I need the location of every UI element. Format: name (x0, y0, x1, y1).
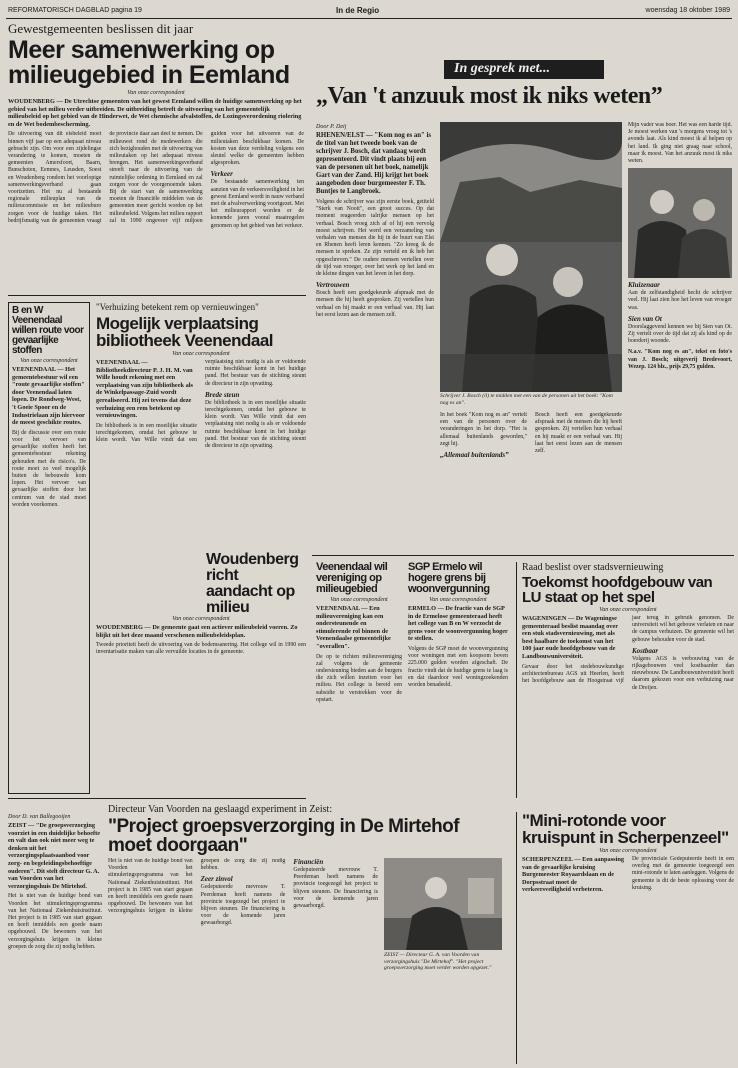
article-woudenberg (96, 552, 306, 784)
article-ermelo (408, 562, 508, 784)
article-byline: Van onze correspondent (330, 597, 388, 603)
photo-director-icon (384, 858, 502, 950)
article-lead: WAGENINGEN — De Wageningse gemeenteraad beslist maandag over een stuk stadsvernieuwing, met als best haalbare de toekomst van het 100 jaar oude hoofdgebouw van de Landbouwuniversiteit. (522, 615, 618, 660)
article-subhead: Vertrouwen (316, 281, 350, 290)
article-body-4: Bosch heeft een goedgekeurde afspraak met de mensen die hij heeft gesproken. Zij vertellen hun verhaal en hij maakt er een verhaal van. Hij laat het eerst lezen aan de mensen zelf. (535, 412, 622, 455)
article-body-2: De bibliotheek is in een moeilijke situatie terechtgekomen, omdat het gebouw te klein wordt. Van Wille vindt dat een verplaatsing niet nodig is als er voldoende ruimte beschikbaar komt in het huidige pand. Het bestuur van de stichting steunt de directeur in zijn opvatting. (205, 399, 306, 450)
article-byline: Van onze correspondent (172, 616, 230, 622)
photo-two-men-icon (440, 122, 622, 392)
article-headline: B en W Veenendaal willen route voor gevaarlijke stoffen (12, 305, 84, 356)
masthead-date: woensdag 18 oktober 1989 (645, 7, 730, 14)
article-headline: Woudenberg richt aandacht op milieu (206, 552, 299, 616)
article-byline: Van onze correspondent (127, 90, 185, 96)
article-lead: VEENENDAAL — Een milieuvereniging kan een ondersteunende en stimulerende rol binnen de Veenendaalse gemeentelijke "overallen". (316, 605, 391, 650)
article-lead: ERMELO — De fractie van de SGP in de Ermelose gemeenteraad heeft het college van B en W verzocht de grens voor de woonvergunning hoger te stellen. (408, 605, 508, 643)
divider (8, 798, 306, 799)
masthead (6, 4, 732, 19)
article-body-2: Aan de zelfstandigheid hecht de schrijver veel. Hij laat zien hoe het leven van vroeger was. (628, 290, 732, 311)
article-interview-col1 (316, 122, 434, 412)
article-subhead-2: Sien van Ot (628, 314, 662, 323)
article-lead: SCHERPENZEEL — Een aanpassing van de gevaarlijke kruising Burgemeester Royaardslaan en de Dorpsstraat moet de verkeersveiligheid verbeteren. (522, 856, 625, 894)
article-body: Het is niet van de huidige bond van Voorden het stimuleringsprogramma van het Nationaal Ziekenhuisinstituut. Het project is in 1985 van start gegaan en heeft inmiddels een goede naam opgebouwd. De bewoners van het verzorgingshuis krijgen in kleine groepen de zorg die zij nodig hebben. (108, 858, 286, 915)
interview-photo-caption (440, 393, 622, 409)
article-body: Gevaar door het stedebouwkundige architectenbureau AGS uit Heerlen, heeft het hoofdgebouw aan de Hoogstraat vijf jaar terug in gebruik genomen. De universiteit wil het gebouw verlaten en naar de campus verhuizen. De gemeente wil het gebouw behouden voor de stad. (522, 615, 734, 684)
article-headline: Meer samenwerking op milieugebied in Eemland (8, 36, 290, 89)
article-lu (516, 562, 734, 798)
article-body: Mijn vader was boer. Het was een harde tijd. Je moest werken van 's morgens vroeg tot 's avonds laat. Als kind moest ik al helpen op het land. Ik ging niet graag naar school, maar ik moest. Van het anzuuk most ik niks weten. (628, 122, 732, 165)
article-kicker: Gewestgemeenten beslissen dit jaar (8, 22, 194, 36)
article-body: De op te richten milieuvereniging zal volgens de gemeente ondersteuning bieden aan de burgers die zich willen inzetten voor het milieu. Het college is bereid een subsidie te verstrekken voor de opstart. (316, 653, 402, 703)
article-headline: Toekomst hoofdgebouw van LU staat op het spel (522, 574, 713, 606)
book-footnote: N.a.v. "Kom nog es an", tekst en foto's van J. Bosch; uitgeverij Bredevoort, Wezep. 124 blz., prijs 29,75 gulden. (628, 349, 732, 370)
article-byline: Door D. van Ballegooijen (8, 814, 71, 820)
article-veenendaal-milieu (316, 562, 402, 784)
article-zeist-body (108, 858, 378, 1064)
article-subhead: Kluizenaar (628, 281, 660, 290)
zeist-photo (384, 858, 502, 950)
article-rotonde (516, 812, 734, 1064)
interview-photo (440, 122, 622, 392)
article-byline: Van onze correspondent (599, 607, 657, 613)
article-lead: ZEIST — "De groepsverzorging voorziet in een duidelijke behoefte en valt dan ook niet meer weg te denken uit het verzorgingsplaatsaanbod voor zorg- en begeleidingsbehoeftige ouderen". Dit stelt directeur G. A. van Voorden van het verzorgingshuis De Mirtehof. (8, 822, 100, 890)
article-zeist-col1 (8, 812, 102, 1064)
article-headline: "Project groepsverzorging in De Mirtehof moet doorgaan" (108, 816, 460, 856)
divider (8, 295, 306, 296)
photo-caption: ZEIST — Directeur G. A. van Voorden van verzorgingshuis "De Mirtehof". "Het project groepsverzorging moet verder worden opgezet." (384, 952, 492, 972)
article-body: Bij de discussie over een route voor het vervoer van gevaarlijke stoffen heeft het gemeentebestuur rekening gehouden met de risico's. De route moet zo veel mogelijk buiten de bebouwde kom lopen. Het vervoer van gevaarlijke stoffen door het centrum van de stad moet worden voorkomen. (12, 429, 86, 508)
article-body-2: Bosch heeft een goedgekeurde afspraak met de mensen die hij heeft gesproken. Zij vertellen hun verhaal en hij maakt er een verhaal van. Hij laat het eerst lezen aan de mensen zelf. (316, 290, 434, 318)
article-interview-col3 (628, 122, 732, 550)
photo-caption: Schrijver J. Bosch (il) te midden met een van de personen uit het boek: "Kom nog es an". (440, 393, 613, 406)
article-lead: VEENENDAAL — Bibliotheekdirecteur P. J. H. M. van Wille houdt rekening met een verplaatsing van zijn bibliotheek als de Winkelpassage-Zuid wordt gerealiseerd. Hij zei tevens dat deze verhuizing een rem betekent op vernieuwingen. (96, 359, 193, 420)
article-veenendaal-route (8, 302, 90, 794)
interview-photo-small (628, 168, 732, 278)
article-kicker: Raad beslist over stadsvernieuwing (522, 562, 664, 573)
article-interview-col2 (440, 412, 622, 550)
article-body: Tweede prioriteit heeft de uitvoering van de bodemsanering. Het college wil in 1990 een inventarisatie maken van alle vervuilde locaties in de gemeente. (96, 642, 306, 656)
photo-men-icon (628, 168, 732, 278)
article-body: Volgens de schrijver was zijn eerste boek, getiteld "Sterk van Nooit", een groot succes. Op dat moment reageerden talrijke mensen op het verhaal. Bosch vroeg zich af of hij een vervolg moest schrijven. Het werd een verzameling van verhalen van mensen die hij in de buurt van Elst en Rhenen heeft leren kennen. "Zo kreeg ik de mensen te spreken. Ze zijn verteld en ik heb het opgeschreven." De oudere mensen vertellen over de tijd van vroeger, over het werk op het land en de kleine dingen van het leven in het dorp. (316, 199, 434, 278)
article-subhead-2: Financiën (293, 858, 324, 866)
article-body-2: Volgens AGS is verbouwing van de rijksgebouwen veel kostbaarder dan nieuwbouw. De Landbouwuniversiteit heeft daarom gekozen voor een verhuizing naar de Dreijen. (632, 655, 734, 691)
article-body-3: Gedeputeerde mevrouw T. Peerdeman heeft namens de provincie toegezegd het project te blijven steunen. De financiering is voor de komende jaren gewaarborgd. (293, 867, 378, 910)
article-lead: WOUDENBERG — De Utrechtse gemeenten van het gewest Eemland willen de huidige samenwerking op het gebied van het milieu verder uitbreiden. De uitbreiding betreft de uitvoering van het gemeentelijk milieubeleid op het gebied van de Hinderwet, de Wet chemische afvalstoffen, de Lozingsverordening riolering en de Wet bodembescherming. (8, 98, 302, 128)
article-byline: Door P. Deij (316, 124, 347, 130)
divider (312, 555, 734, 556)
article-byline: Van onze correspondent (599, 848, 657, 854)
article-headline: „Van 't anzuuk most ik niks weten” (316, 84, 663, 109)
article-lead: VEENENDAAL — Het gemeentebestuur wil een "route gevaarlijke stoffen" door Veenendaal laten lopen. De Rondweg-West, 't Goeie Spoor en de Industrielaan zijn hiervoor de meest geschikte routes. (12, 366, 85, 427)
article-lead: RHENEN/ELST — "Kom nog es an" is de titel van het tweede boek van de schrijver J. Bosch, dat vandaag wordt gepresenteerd. Dit vindt plaats bij een van de personen uit het boek, namelijk Gart van der Zand. Hij krijgt het boek aangeboden door burgemeester F. Th. Buntjes te Langbroek. (316, 132, 432, 195)
masthead-paper-name: REFORMATORISCH DAGBLAD pagina 19 (8, 7, 142, 14)
article-body-2: De bestaande samenwerking ten aanzien van de verkeersveiligheid in het gewest Eemland wordt in nauw verband met de afvalverwerking voortgezet. Met het milieurapport worden er de komende jaren vooral maatregelen genomen op het gebied van het verkeer. (210, 179, 304, 229)
article-eemland (8, 22, 304, 292)
article-kicker: Directeur Van Voorden na geslaagd experiment in Zeist: (108, 804, 333, 815)
article-byline: Van onze correspondent (429, 597, 487, 603)
article-byline: Van onze correspondent (20, 358, 78, 364)
article-body-3: In het boek "Kom nog es an" vertelt een van de personen over de veranderingen in het dorp. "Het is allemaal buitenlands geworden," zegt hij. (440, 412, 527, 447)
article-subhead: Brede steun (205, 390, 240, 399)
zeist-caption (384, 952, 502, 992)
article-kicker: "Verhuizing betekent rem op vernieuwingen" (96, 302, 259, 312)
article-lead: WOUDENBERG — De gemeente gaat een actiever milieubeleid voeren. Zo blijkt uit het deze maand verschenen milieubeleidsplan. (96, 624, 298, 639)
article-headline: SGP Ermelo wil hogere grens bij woonvergunning (408, 562, 490, 595)
article-subhead: Verkeer (210, 170, 233, 179)
article-subhead: „Allemaal buitenlands” (440, 451, 509, 460)
article-body: De uitvoering van dit eisbeleid moet binnen vijf jaar op een adequaat niveau gebracht zijn. Om voor een zijdelingse verandering te komen, moeten de gemeenten Amersfoort, Baarn, Bunschoten, Eemnes, Leusden, Soest en Woudenberg rondom het voorlopige samenwerkingsverband gaan voortzetten. Het nu al bestaande regionale milieuplan van de milieucommissie en het milieuburo zorgen voor de huidige taken. Het bedrijfsmatig van de gemeenten vraagt de provincie daar aan deel te nemen. De milieuwet rond de medewerkers die zich bezighouden met de uitvoering van milieutaken op het adequaat niveau brengen. Het samenwerkingsverband streeft naar de uitvoering van de ruimtelijke ordening in Eemland en zal zorgen voor de voorgenoemde taken. Bij de start van de samenwerking moeten de financiële middelen van de gemeenten meer gericht worden op het milieubeleid. Volgens het milieu rapport zal in 1990 ongeveer vijf miljoen gulden voor het uitvoeren van de milieutaken beschikbaar komen. De kosten van deze verdeling volgens een sleutel welke de gemeenten hebben afgesproken. (8, 131, 304, 224)
section-banner: In gesprek met... (444, 60, 604, 79)
article-body: Het is niet van de huidige bond van Voorden het stimuleringsprogramma van het Nationaal Ziekenhuisinstituut. Het project is in 1985 van start gegaan en heeft inmiddels een goede naam opgebouwd. De bewoners van het verzorgingshuis krijgen in kleine groepen de zorg die zij nodig hebben. (8, 893, 102, 950)
article-byline: Van onze correspondent (172, 351, 230, 357)
article-body: Volgens de SGP moet de woonvergunning voor woningen met een koopsom boven 225.000 gulden worden afgeschaft. De fractie vindt dat de huidige grens te laag is en dat daardoor veel woningzoekenden worden benadeeld. (408, 645, 508, 688)
article-headline: Mogelijk verplaatsing bibliotheek Veenendaal (96, 314, 274, 350)
article-body: De provinciale Gedeputeerde heeft in een overleg met de gemeente toegezegd een mini-rotonde te laten aanleggen. Volgens de gemeente is dit de beste oplossing voor de kruising. (632, 856, 734, 891)
article-subhead: Kostbaar (632, 646, 659, 655)
article-body-2: Gedeputeerde mevrouw T. Peerdeman heeft namens de provincie toegezegd het project te blijven steunen. De financiering is voor de komende jaren gewaarborgd. (200, 884, 286, 927)
masthead-section: In de Regio (336, 6, 380, 15)
article-body: De bibliotheek is in een moeilijke situatie terechtgekomen, omdat het gebouw te klein wordt. Van Wille vindt dat een verplaatsing niet nodig is als er voldoende ruimte beschikbaar komt in het huidige pand. Het bestuur van de stichting steunt de directeur in zijn opvatting. (96, 359, 306, 444)
article-headline: "Mini-rotonde voor kruispunt in Scherpenzeel" (522, 812, 729, 847)
article-subhead: Zeer zinvol (200, 875, 233, 884)
interview-headline-box (316, 84, 736, 120)
article-headline: Veenendaal wil vereniging op milieugebied (316, 562, 388, 595)
article-body-3: Doorslaggevend kennen we bij Sien van Ot. Zij vertelt over de tijd dat zij als kind op de boerderij woonde. (628, 323, 732, 345)
